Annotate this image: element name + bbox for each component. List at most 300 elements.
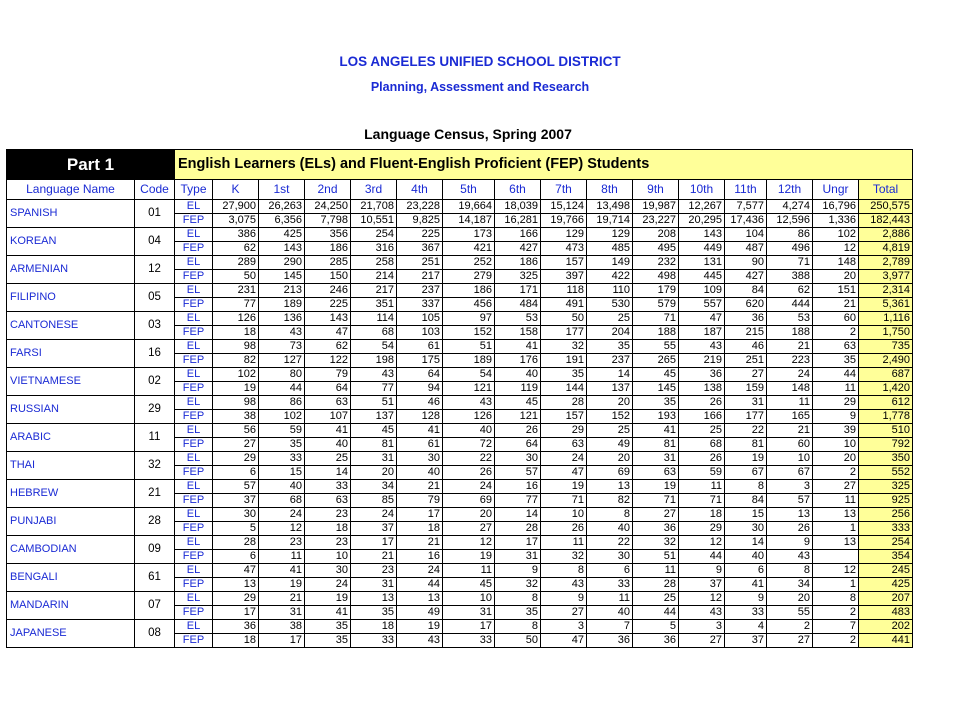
- count-cell: 31: [725, 396, 767, 410]
- count-cell: 50: [541, 312, 587, 326]
- count-cell: 21: [351, 550, 397, 564]
- count-cell: 45: [443, 578, 495, 592]
- total-cell: 792: [859, 438, 913, 452]
- count-cell: 23,228: [397, 200, 443, 214]
- count-cell: 41: [305, 424, 351, 438]
- table-subtitle: English Learners (ELs) and Fluent-English Proficient (FEP) Students: [175, 150, 913, 180]
- count-cell: 26: [495, 424, 541, 438]
- count-cell: 30: [495, 452, 541, 466]
- count-cell: 12: [813, 242, 859, 256]
- language-code: 11: [135, 424, 175, 452]
- count-cell: 175: [397, 354, 443, 368]
- count-cell: 35: [259, 438, 305, 452]
- count-cell: 37: [725, 634, 767, 648]
- count-cell: 18: [679, 508, 725, 522]
- count-cell: 176: [495, 354, 541, 368]
- count-cell: 19: [725, 452, 767, 466]
- count-cell: 36: [725, 312, 767, 326]
- count-cell: 16: [397, 550, 443, 564]
- count-cell: 27: [541, 606, 587, 620]
- count-cell: 71: [633, 494, 679, 508]
- total-cell: 3,977: [859, 270, 913, 284]
- column-header: 2nd: [305, 180, 351, 200]
- student-type: FEP: [175, 578, 213, 592]
- table-row: [7, 256, 913, 270]
- count-cell: 225: [305, 298, 351, 312]
- count-cell: 26: [767, 522, 813, 536]
- count-cell: 86: [767, 228, 813, 242]
- count-cell: 21,708: [351, 200, 397, 214]
- count-cell: 43: [679, 606, 725, 620]
- count-cell: 33: [725, 606, 767, 620]
- count-cell: 8: [813, 592, 859, 606]
- count-cell: 50: [495, 634, 541, 648]
- count-cell: 9,825: [397, 214, 443, 228]
- count-cell: 254: [351, 228, 397, 242]
- total-cell: 245: [859, 564, 913, 578]
- count-cell: 12: [813, 564, 859, 578]
- count-cell: 188: [633, 326, 679, 340]
- student-type: FEP: [175, 550, 213, 564]
- count-cell: 177: [541, 326, 587, 340]
- count-cell: 18,039: [495, 200, 541, 214]
- count-cell: 13: [587, 480, 633, 494]
- count-cell: 11: [767, 396, 813, 410]
- count-cell: 109: [679, 284, 725, 298]
- count-cell: 30: [397, 452, 443, 466]
- count-cell: 84: [725, 494, 767, 508]
- count-cell: 367: [397, 242, 443, 256]
- count-cell: 35: [495, 606, 541, 620]
- count-cell: 21: [767, 424, 813, 438]
- count-cell: 27: [725, 368, 767, 382]
- table-row: [7, 592, 913, 606]
- count-cell: 137: [587, 382, 633, 396]
- count-cell: 67: [767, 466, 813, 480]
- count-cell: 19,714: [587, 214, 633, 228]
- count-cell: 20: [813, 270, 859, 284]
- count-cell: 20: [587, 452, 633, 466]
- count-cell: 18: [213, 326, 259, 340]
- count-cell: 173: [443, 228, 495, 242]
- total-cell: 2,490: [859, 354, 913, 368]
- count-cell: 129: [587, 228, 633, 242]
- count-cell: 620: [725, 298, 767, 312]
- count-cell: 427: [495, 242, 541, 256]
- count-cell: 31: [351, 452, 397, 466]
- count-cell: 285: [305, 256, 351, 270]
- count-cell: 71: [767, 256, 813, 270]
- count-cell: 81: [351, 438, 397, 452]
- total-cell: 354: [859, 550, 913, 564]
- language-name: KOREAN: [7, 228, 135, 256]
- count-cell: 237: [397, 284, 443, 298]
- table-row: [7, 340, 913, 354]
- count-cell: 18: [351, 620, 397, 634]
- total-cell: 1,750: [859, 326, 913, 340]
- count-cell: 10: [541, 508, 587, 522]
- column-header: 7th: [541, 180, 587, 200]
- count-cell: 40: [587, 522, 633, 536]
- count-cell: 41: [397, 424, 443, 438]
- count-cell: 43: [767, 550, 813, 564]
- count-cell: 19,987: [633, 200, 679, 214]
- language-code: 08: [135, 620, 175, 648]
- count-cell: 24: [397, 564, 443, 578]
- table-row: [7, 480, 913, 494]
- count-cell: 36: [633, 634, 679, 648]
- count-cell: 43: [443, 396, 495, 410]
- count-cell: 68: [351, 326, 397, 340]
- language-name: FILIPINO: [7, 284, 135, 312]
- count-cell: 4: [725, 620, 767, 634]
- count-cell: 55: [633, 340, 679, 354]
- count-cell: 219: [679, 354, 725, 368]
- count-cell: 51: [443, 340, 495, 354]
- count-cell: 36: [587, 634, 633, 648]
- count-cell: 64: [495, 438, 541, 452]
- count-cell: 325: [495, 270, 541, 284]
- count-cell: 17: [351, 536, 397, 550]
- count-cell: 27: [443, 522, 495, 536]
- count-cell: 40: [259, 480, 305, 494]
- count-cell: 26: [541, 522, 587, 536]
- count-cell: 21: [767, 340, 813, 354]
- count-cell: 191: [541, 354, 587, 368]
- count-cell: 12: [679, 536, 725, 550]
- count-cell: 421: [443, 242, 495, 256]
- total-cell: 254: [859, 536, 913, 550]
- count-cell: 60: [767, 438, 813, 452]
- count-cell: 31: [259, 606, 305, 620]
- count-cell: 9: [767, 536, 813, 550]
- language-code: 12: [135, 256, 175, 284]
- count-cell: 10: [305, 550, 351, 564]
- language-code: 03: [135, 312, 175, 340]
- count-cell: 11: [813, 494, 859, 508]
- table-row: [7, 312, 913, 326]
- count-cell: 179: [633, 284, 679, 298]
- count-cell: 151: [813, 284, 859, 298]
- count-cell: 26,263: [259, 200, 305, 214]
- count-cell: 28: [213, 536, 259, 550]
- count-cell: 119: [495, 382, 541, 396]
- count-cell: 24: [443, 480, 495, 494]
- table-row: [7, 536, 913, 550]
- count-cell: [813, 550, 859, 564]
- count-cell: 77: [495, 494, 541, 508]
- total-cell: 5,361: [859, 298, 913, 312]
- column-header-row: [7, 180, 913, 200]
- column-header: 1st: [259, 180, 305, 200]
- count-cell: 9: [541, 592, 587, 606]
- total-cell: 182,443: [859, 214, 913, 228]
- language-name: JAPANESE: [7, 620, 135, 648]
- count-cell: 25: [305, 452, 351, 466]
- count-cell: 165: [767, 410, 813, 424]
- count-cell: 21: [397, 536, 443, 550]
- count-cell: 77: [351, 382, 397, 396]
- count-cell: 17,436: [725, 214, 767, 228]
- column-header: 6th: [495, 180, 541, 200]
- count-cell: 30: [725, 522, 767, 536]
- count-cell: 237: [587, 354, 633, 368]
- count-cell: 12: [443, 536, 495, 550]
- total-cell: 1,116: [859, 312, 913, 326]
- count-cell: 40: [587, 606, 633, 620]
- count-cell: 29: [213, 452, 259, 466]
- count-cell: 64: [397, 368, 443, 382]
- count-cell: 19: [397, 620, 443, 634]
- count-cell: 12: [679, 592, 725, 606]
- count-cell: 47: [213, 564, 259, 578]
- count-cell: 17: [443, 620, 495, 634]
- column-header: 5th: [443, 180, 495, 200]
- student-type: EL: [175, 396, 213, 410]
- count-cell: 131: [679, 256, 725, 270]
- count-cell: 9: [725, 592, 767, 606]
- count-cell: 30: [587, 550, 633, 564]
- count-cell: 53: [767, 312, 813, 326]
- count-cell: 388: [767, 270, 813, 284]
- count-cell: 20: [351, 466, 397, 480]
- count-cell: 187: [679, 326, 725, 340]
- count-cell: 57: [767, 494, 813, 508]
- table-row: [7, 284, 913, 298]
- count-cell: 61: [397, 438, 443, 452]
- count-cell: 444: [767, 298, 813, 312]
- count-cell: 41: [259, 564, 305, 578]
- count-cell: 94: [397, 382, 443, 396]
- count-cell: 12,596: [767, 214, 813, 228]
- total-cell: 4,819: [859, 242, 913, 256]
- count-cell: 198: [351, 354, 397, 368]
- count-cell: 24: [351, 508, 397, 522]
- count-cell: 59: [679, 466, 725, 480]
- count-cell: 495: [633, 242, 679, 256]
- count-cell: 34: [767, 578, 813, 592]
- total-cell: 2,789: [859, 256, 913, 270]
- count-cell: 24: [767, 368, 813, 382]
- count-cell: 150: [305, 270, 351, 284]
- count-cell: 59: [259, 424, 305, 438]
- total-cell: 552: [859, 466, 913, 480]
- count-cell: 3: [767, 480, 813, 494]
- district-title: LOS ANGELES UNIFIED SCHOOL DISTRICT: [339, 54, 621, 69]
- count-cell: 41: [305, 606, 351, 620]
- count-cell: 85: [351, 494, 397, 508]
- count-cell: 21: [813, 298, 859, 312]
- count-cell: 9: [679, 564, 725, 578]
- count-cell: 6: [587, 564, 633, 578]
- count-cell: 23: [259, 536, 305, 550]
- count-cell: 56: [213, 424, 259, 438]
- table-row: [7, 424, 913, 438]
- count-cell: 5: [213, 522, 259, 536]
- language-name: ARMENIAN: [7, 256, 135, 284]
- column-header: Ungr: [813, 180, 859, 200]
- student-type: FEP: [175, 242, 213, 256]
- table-row: [7, 368, 913, 382]
- count-cell: 3: [541, 620, 587, 634]
- count-cell: 5: [633, 620, 679, 634]
- count-cell: 45: [633, 368, 679, 382]
- count-cell: 8: [767, 564, 813, 578]
- count-cell: 41: [633, 424, 679, 438]
- count-cell: 44: [633, 606, 679, 620]
- count-cell: 107: [305, 410, 351, 424]
- count-cell: 159: [725, 382, 767, 396]
- count-cell: 14: [725, 536, 767, 550]
- count-cell: 26: [443, 466, 495, 480]
- count-cell: 2: [767, 620, 813, 634]
- count-cell: 491: [541, 298, 587, 312]
- count-cell: 12,267: [679, 200, 725, 214]
- count-cell: 15,124: [541, 200, 587, 214]
- count-cell: 90: [725, 256, 767, 270]
- language-code: 32: [135, 452, 175, 480]
- count-cell: 72: [443, 438, 495, 452]
- language-name: VIETNAMESE: [7, 368, 135, 396]
- count-cell: 44: [679, 550, 725, 564]
- count-cell: 498: [633, 270, 679, 284]
- language-name: CANTONESE: [7, 312, 135, 340]
- count-cell: 104: [725, 228, 767, 242]
- count-cell: 62: [305, 340, 351, 354]
- count-cell: 32: [541, 550, 587, 564]
- language-name: RUSSIAN: [7, 396, 135, 424]
- count-cell: 20,295: [679, 214, 725, 228]
- count-cell: 18: [213, 634, 259, 648]
- count-cell: 7,577: [725, 200, 767, 214]
- count-cell: 73: [259, 340, 305, 354]
- language-census-table: [6, 149, 913, 648]
- total-cell: 483: [859, 606, 913, 620]
- count-cell: 19,664: [443, 200, 495, 214]
- count-cell: 32: [633, 536, 679, 550]
- student-type: EL: [175, 536, 213, 550]
- count-cell: 8: [725, 480, 767, 494]
- count-cell: 215: [725, 326, 767, 340]
- count-cell: 186: [305, 242, 351, 256]
- total-cell: 333: [859, 522, 913, 536]
- table-row: [7, 228, 913, 242]
- count-cell: 9: [813, 410, 859, 424]
- count-cell: 98: [213, 340, 259, 354]
- department-subtitle: Planning, Assessment and Research: [370, 80, 590, 94]
- count-cell: 186: [495, 256, 541, 270]
- table-row: [7, 396, 913, 410]
- language-name: SPANISH: [7, 200, 135, 228]
- count-cell: 38: [259, 620, 305, 634]
- count-cell: 19,766: [541, 214, 587, 228]
- count-cell: 3: [679, 620, 725, 634]
- count-cell: 57: [213, 480, 259, 494]
- count-cell: 29: [213, 592, 259, 606]
- count-cell: 22: [725, 424, 767, 438]
- count-cell: 31: [351, 578, 397, 592]
- student-type: FEP: [175, 354, 213, 368]
- language-code: 07: [135, 592, 175, 620]
- count-cell: 557: [679, 298, 725, 312]
- count-cell: 487: [725, 242, 767, 256]
- student-type: EL: [175, 200, 213, 214]
- count-cell: 40: [495, 368, 541, 382]
- count-cell: 484: [495, 298, 541, 312]
- student-type: EL: [175, 424, 213, 438]
- count-cell: 17: [213, 606, 259, 620]
- count-cell: 37: [679, 578, 725, 592]
- count-cell: 449: [679, 242, 725, 256]
- total-cell: 612: [859, 396, 913, 410]
- count-cell: 2: [813, 326, 859, 340]
- count-cell: 35: [587, 340, 633, 354]
- language-name: THAI: [7, 452, 135, 480]
- count-cell: 30: [305, 564, 351, 578]
- count-cell: 8: [587, 508, 633, 522]
- count-cell: 118: [541, 284, 587, 298]
- count-cell: 158: [495, 326, 541, 340]
- count-cell: 40: [305, 438, 351, 452]
- count-cell: 213: [259, 284, 305, 298]
- column-header: Type: [175, 180, 213, 200]
- count-cell: 11: [633, 564, 679, 578]
- count-cell: 17: [495, 536, 541, 550]
- count-cell: 35: [633, 396, 679, 410]
- count-cell: 13: [813, 508, 859, 522]
- count-cell: 11: [541, 536, 587, 550]
- count-cell: 68: [259, 494, 305, 508]
- count-cell: 186: [443, 284, 495, 298]
- count-cell: 47: [679, 312, 725, 326]
- student-type: EL: [175, 564, 213, 578]
- column-header: Total: [859, 180, 913, 200]
- count-cell: 157: [541, 410, 587, 424]
- student-type: FEP: [175, 326, 213, 340]
- count-cell: 20: [813, 452, 859, 466]
- count-cell: 54: [351, 340, 397, 354]
- count-cell: 22: [587, 536, 633, 550]
- count-cell: 14: [495, 508, 541, 522]
- total-cell: 250,575: [859, 200, 913, 214]
- student-type: FEP: [175, 382, 213, 396]
- count-cell: 41: [725, 578, 767, 592]
- count-cell: 102: [213, 368, 259, 382]
- count-cell: 290: [259, 256, 305, 270]
- student-type: EL: [175, 620, 213, 634]
- language-name: BENGALI: [7, 564, 135, 592]
- count-cell: 30: [213, 508, 259, 522]
- count-cell: 77: [213, 298, 259, 312]
- count-cell: 214: [351, 270, 397, 284]
- count-cell: 204: [587, 326, 633, 340]
- count-cell: 24: [541, 452, 587, 466]
- count-cell: 35: [305, 634, 351, 648]
- count-cell: 138: [679, 382, 725, 396]
- student-type: EL: [175, 368, 213, 382]
- count-cell: 67: [725, 466, 767, 480]
- count-cell: 7: [813, 620, 859, 634]
- count-cell: 157: [541, 256, 587, 270]
- count-cell: 110: [587, 284, 633, 298]
- student-type: FEP: [175, 214, 213, 228]
- count-cell: 11: [813, 382, 859, 396]
- count-cell: 25: [679, 424, 725, 438]
- count-cell: 33: [351, 634, 397, 648]
- count-cell: 41: [495, 340, 541, 354]
- count-cell: 8: [495, 620, 541, 634]
- count-cell: 47: [541, 466, 587, 480]
